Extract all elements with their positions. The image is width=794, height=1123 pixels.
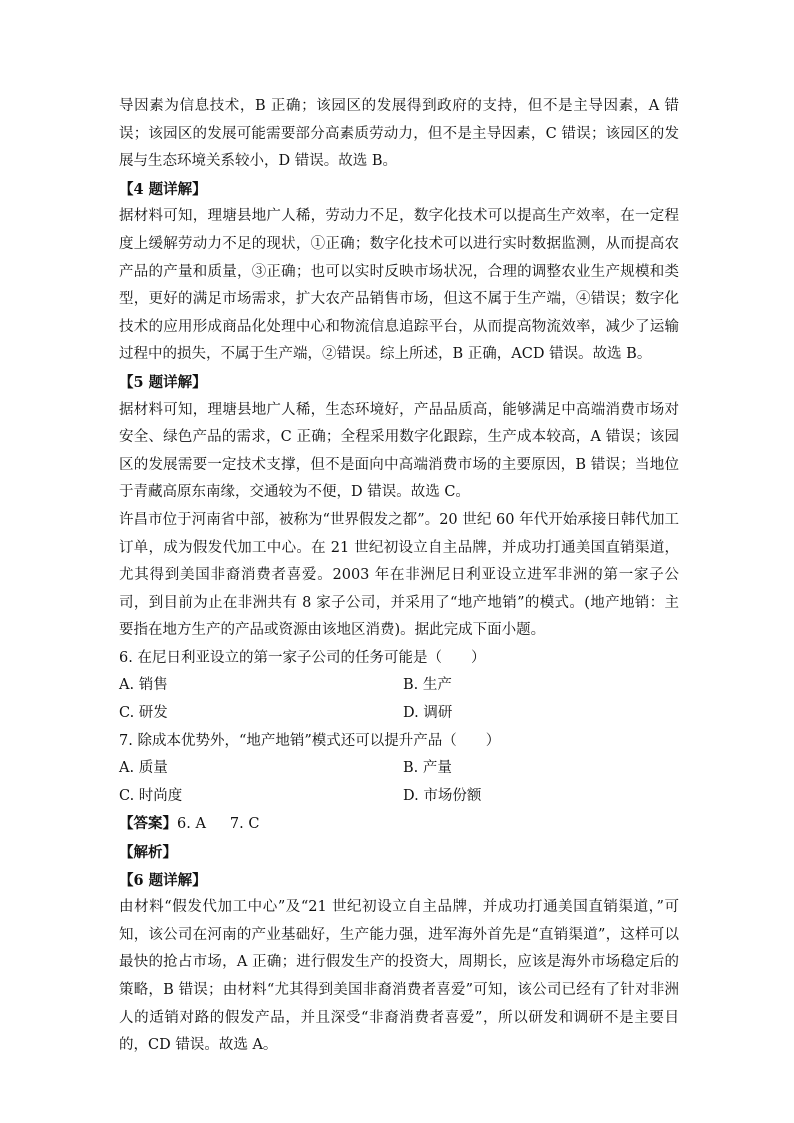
answer-label: 【答案】 — [119, 815, 177, 833]
answer-6: 6. A — [177, 816, 206, 833]
heading-q5-detail: 【5 题详解】 — [119, 373, 207, 391]
heading-q6-detail: 【6 题详解】 — [119, 871, 207, 889]
question-7-options — [119, 755, 679, 810]
q6-option-d: D. 调研 — [403, 705, 453, 722]
q7-option-a: A. 质量 — [119, 760, 168, 777]
q6-option-a: A. 销售 — [119, 677, 168, 694]
heading-analysis: 【解析】 — [119, 844, 177, 862]
paragraph-q5-detail: 据材料可知，理塘县地广人稀，生态环境好，产品品质高，能够满足中高端消费市场对安全、绿色产品的需求，C 正确；全程采用数字化跟踪，生产成本较高，A 错误；该园区的发展需要一定技术支撑，但不是面向中高端消费市场的主要原因，B 错误；当地位于青藏高原东南缘，交通较为不便，D 错误。故选 C。 — [119, 401, 679, 501]
question-6-options — [119, 672, 679, 727]
q7-option-c: C. 时尚度 — [119, 787, 183, 804]
paragraph-q6-detail: 由材料“假发代加工中心”及“21 世纪初设立自主品牌，并成功打通美国直销渠道，”可知，该公司在河南的产业基础好，生产能力强，进军海外首先是“直销渠道”，这样可以最快的抢占市场，A 正确；进行假发生产的投资大，周期长，应该是海外市场稳定后的策略，B 错误；由材料“尤其得到美国非裔消费者喜爱”可知，该公司已经有了针对非洲人的适销对路的假发产品，并且深受“非裔消费者喜爱”，所以研发和调研不是主要目的，CD 错误。故选 A。 — [119, 899, 679, 1054]
document-page — [119, 93, 679, 1060]
heading-q4-detail: 【4 题详解】 — [119, 180, 207, 198]
paragraph-q3-continued: 导因素为信息技术，B 正确；该园区的发展得到政府的支持，但不是主导因素，A 错误；该园区的发展可能需要部分高素质劳动力，但不是主导因素，C 错误；该园区的发展与生态环境关系较小，D 错误。故选 B。 — [119, 98, 679, 170]
question-6-stem: 6. 在尼日利亚设立的第一家子公司的任务可能是（ ） — [119, 649, 486, 666]
q6-option-b: B. 生产 — [403, 677, 452, 694]
material-paragraph: 许昌市位于河南省中部，被称为“世界假发之都”。20 世纪 60 年代开始承接日韩代加工订单，成为假发代加工中心。在 21 世纪初设立自主品牌，并成功打通美国直销渠道，尤其得到美国非裔消费者喜爱。2003 年在非洲尼日利亚设立进军非洲的第一家子公司，到目前为止在非洲共有 8 家子公司，并采用了“地产地销”的模式。(地产地销：主要指在地方生产的产品或资源由该地区消费)。据此完成下面小题。 — [119, 511, 679, 639]
answer-7: 7. C — [229, 816, 260, 833]
q7-option-b: B. 产量 — [403, 760, 452, 777]
question-7-stem: 7. 除成本优势外，“地产地销”模式还可以提升产品（ ） — [119, 732, 501, 749]
q6-option-c: C. 研发 — [119, 705, 168, 722]
q7-option-d: D. 市场份额 — [403, 787, 482, 804]
answer-line — [119, 810, 679, 839]
paragraph-q4-detail: 据材料可知，理塘县地广人稀，劳动力不足，数字化技术可以提高生产效率，在一定程度上缓解劳动力不足的现状，①正确；数字化技术可以进行实时数据监测，从而提高农产品的产量和质量，③正确；也可以实时反映市场状况，合理的调整农业生产规模和类型，更好的满足市场需求，扩大农产品销售市场，但这不属于生产端，④错误；数字化技术的应用形成商品化处理中心和物流信息追踪平台，从而提高物流效率，减少了运输过程中的损失，不属于生产端，②错误。综上所述，B 正确，ACD 错误。故选 B。 — [119, 208, 679, 363]
